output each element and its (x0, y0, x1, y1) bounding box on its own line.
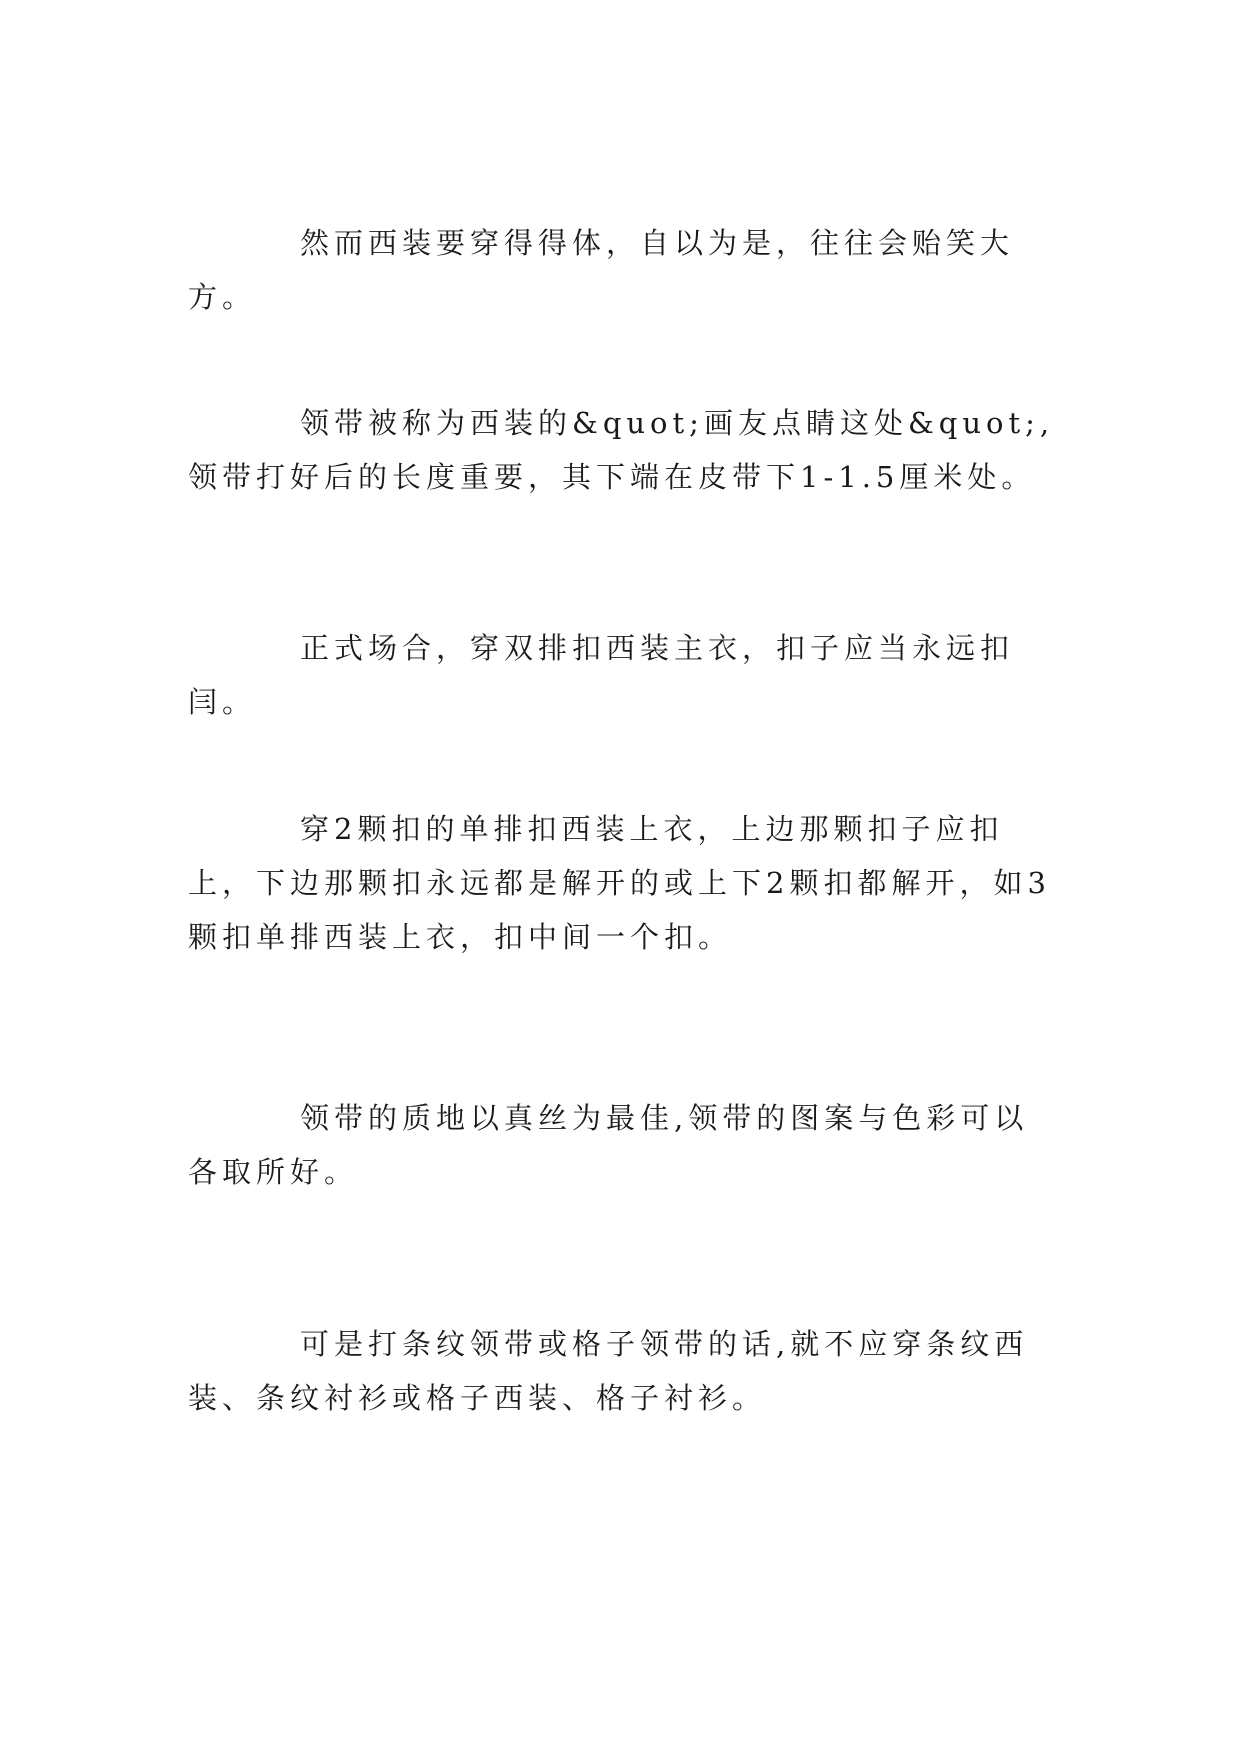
paragraph-4: 穿2颗扣的单排扣西装上衣，上边那颗扣子应扣上，下边那颗扣永远都是解开的或上下2颗扣都解开，如3颗扣单排西装上衣，扣中间一个扣。 (188, 812, 1051, 954)
paragraph-3: 正式场合，穿双排扣西装主衣，扣子应当永远扣闫。 (188, 631, 1015, 719)
paragraph-5: 领带的质地以真丝为最佳,领带的图案与色彩可以各取所好。 (188, 1101, 1029, 1189)
paragraph-2: 领带被称为西装的&quot;画友点睛这处&quot;,领带打好后的长度重要，其下端在皮带下1-1.5厘米处。 (188, 406, 1055, 494)
paragraph-1: 然而西装要穿得得体，自以为是，往往会贻笑大方。 (188, 226, 1015, 314)
paragraph-6: 可是打条纹领带或格子领带的话,就不应穿条纹西装、条纹衬衫或格子西装、格子衬衫。 (188, 1327, 1029, 1415)
